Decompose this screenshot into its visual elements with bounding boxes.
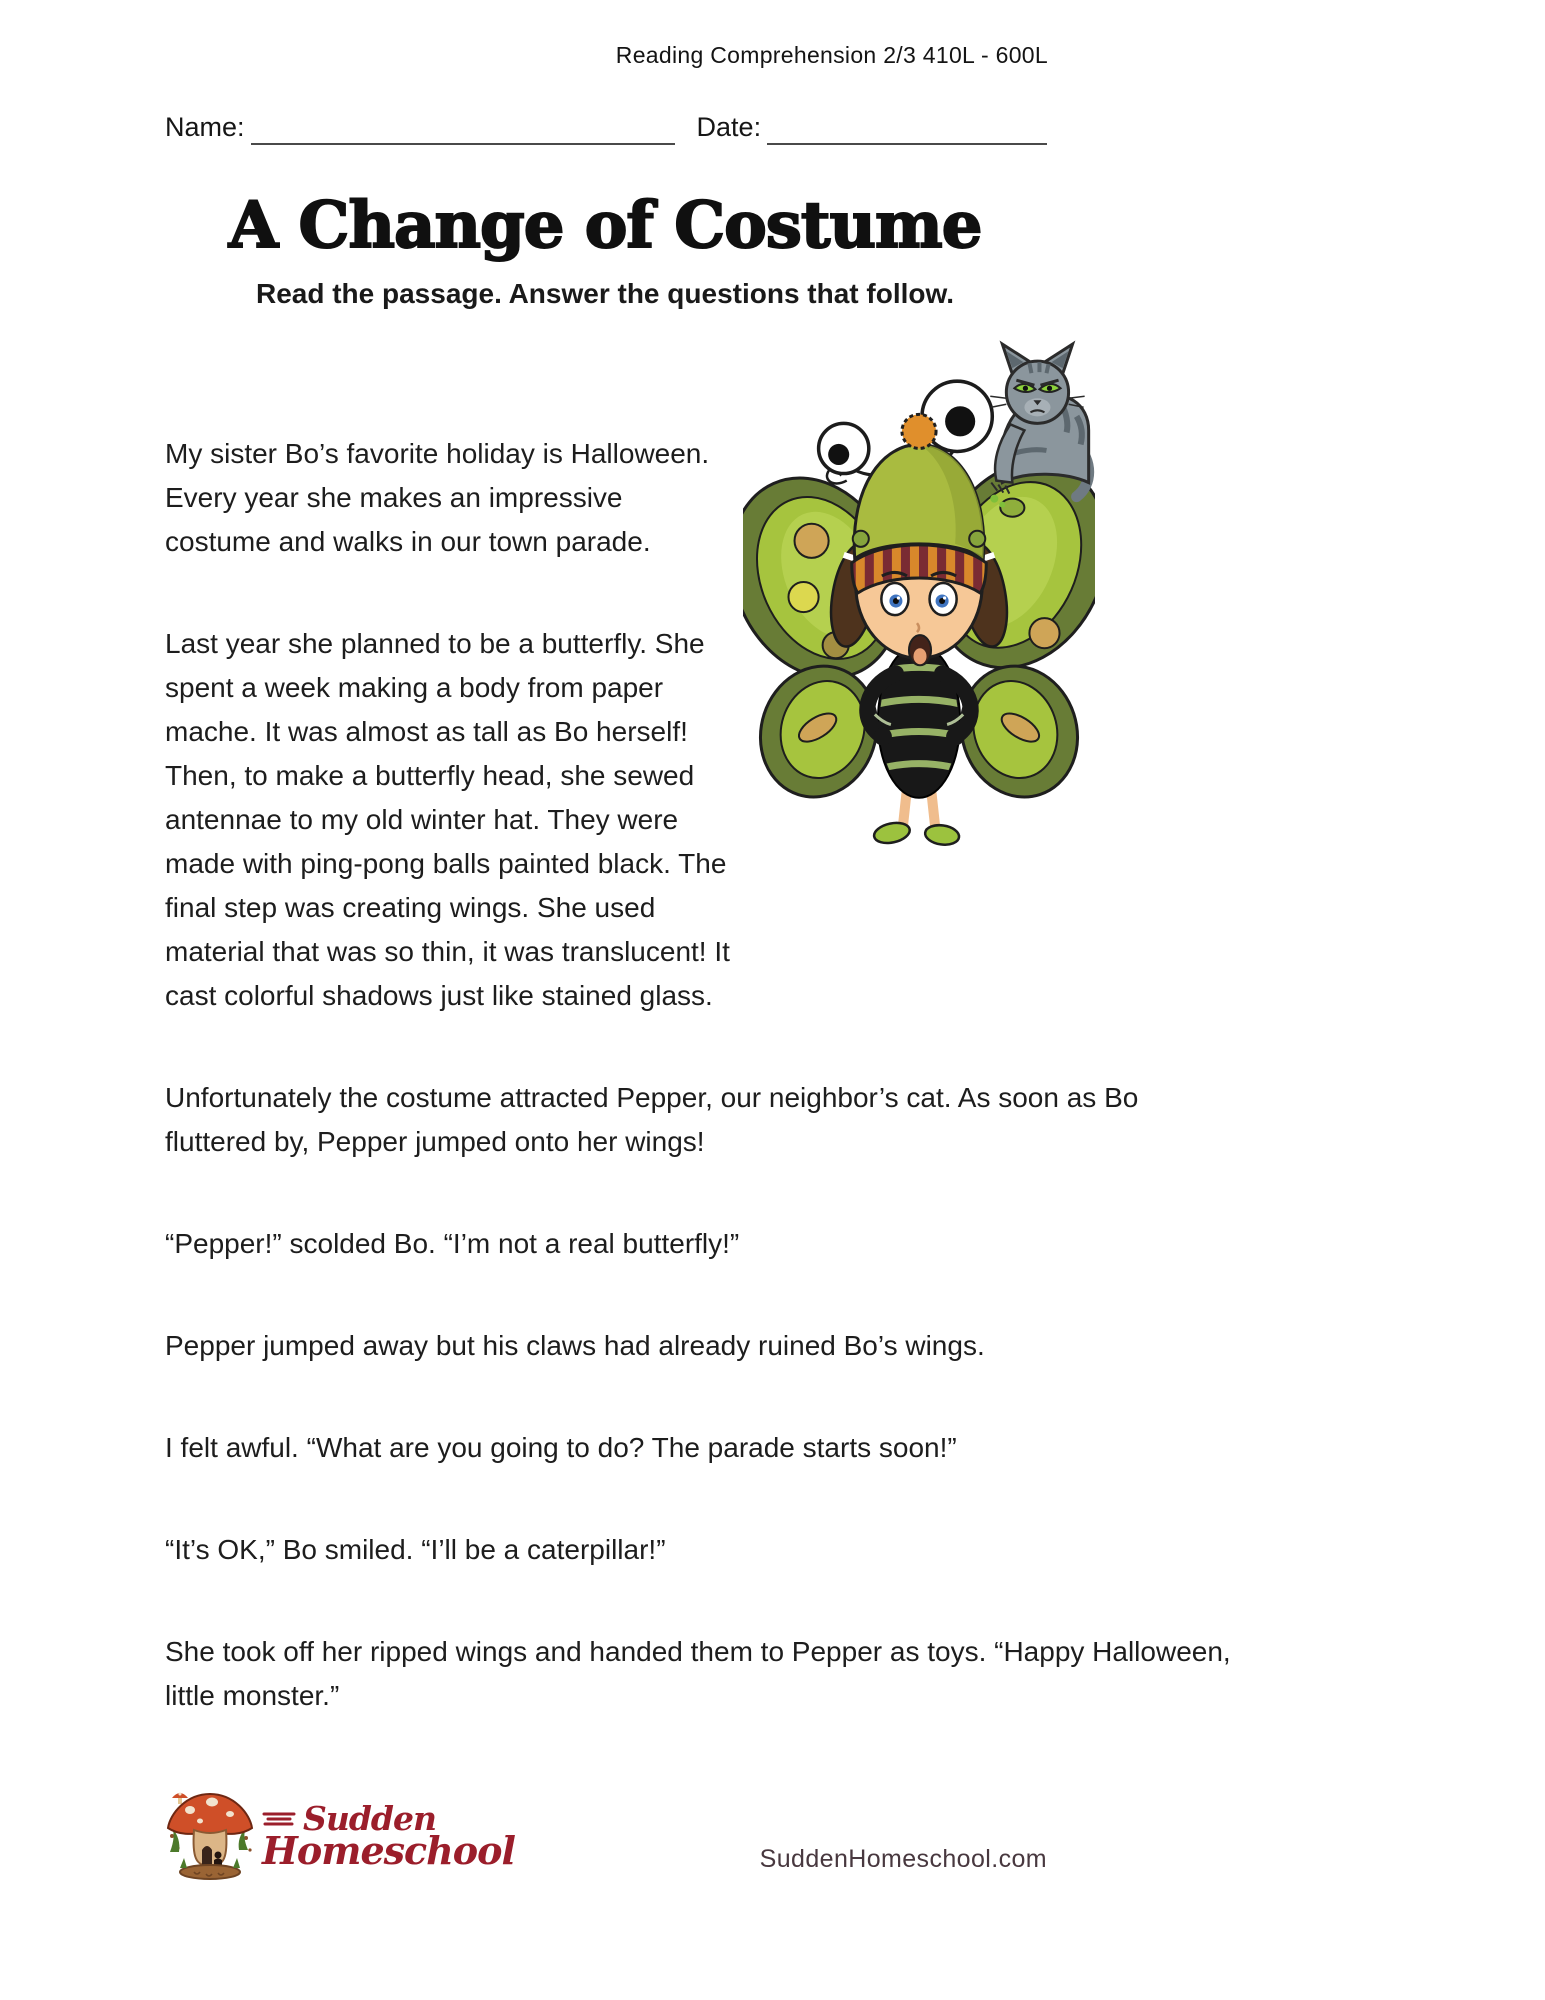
- butterfly-girl-and-cat-drawing: [743, 332, 1095, 849]
- paragraph-2: Last year she planned to be a butterfly. She spent a week making a body from paper mache. It was almost as tall as Bo herself! Then, to make a butterfly head, she sewed antennae to my old winter hat. They were made with ping-pong balls painted black. The final step was creating wings. She used material that was so thin, it was translucent! It cast colorful shadows just like stained glass.: [165, 628, 730, 1011]
- speed-lines-icon: [262, 1811, 296, 1827]
- mushroom-house-icon: [160, 1788, 260, 1880]
- logo-text-sudden: Sudden: [303, 1799, 436, 1839]
- butterfly-costume-illustration: [743, 332, 1095, 849]
- instructions: Read the passage. Answer the questions that follow.: [255, 278, 955, 309]
- date-label: Date:: [696, 112, 762, 142]
- paragraph-5: Pepper jumped away but his claws had already ruined Bo’s wings.: [165, 1330, 985, 1361]
- paragraph-1: My sister Bo’s favorite holiday is Halloween. Every year she makes an impressive costume and walks in our town parade.: [165, 438, 710, 557]
- logo-text-homeschool: Homeschool: [262, 1828, 515, 1874]
- page-title: A Change of Costume: [228, 188, 982, 263]
- paragraph-8: She took off her ripped wings and handed them to Pepper as toys. “Happy Halloween, little monster.”: [165, 1636, 1231, 1711]
- name-date-row: [165, 112, 1047, 145]
- date-blank-line: [767, 113, 1047, 145]
- website-url: SuddenHomeschool.com: [759, 1845, 1047, 1873]
- name-label: Name:: [165, 112, 245, 142]
- name-blank-line: [251, 113, 675, 145]
- passage: [165, 432, 1241, 1776]
- paragraph-4: “Pepper!” scolded Bo. “I’m not a real butterfly!”: [165, 1228, 740, 1259]
- header-level-label: Reading Comprehension 2/3 410L - 600L: [615, 42, 1048, 68]
- paragraph-6: I felt awful. “What are you going to do? The parade starts soon!”: [165, 1432, 957, 1463]
- logo-wordmark: [262, 1799, 515, 1874]
- publisher-logo: [160, 1788, 515, 1880]
- paragraph-3: Unfortunately the costume attracted Pepper, our neighbor’s cat. As soon as Bo fluttered by, Pepper jumped onto her wings!: [165, 1082, 1139, 1157]
- paragraph-7: “It’s OK,” Bo smiled. “I’ll be a caterpillar!”: [165, 1534, 666, 1565]
